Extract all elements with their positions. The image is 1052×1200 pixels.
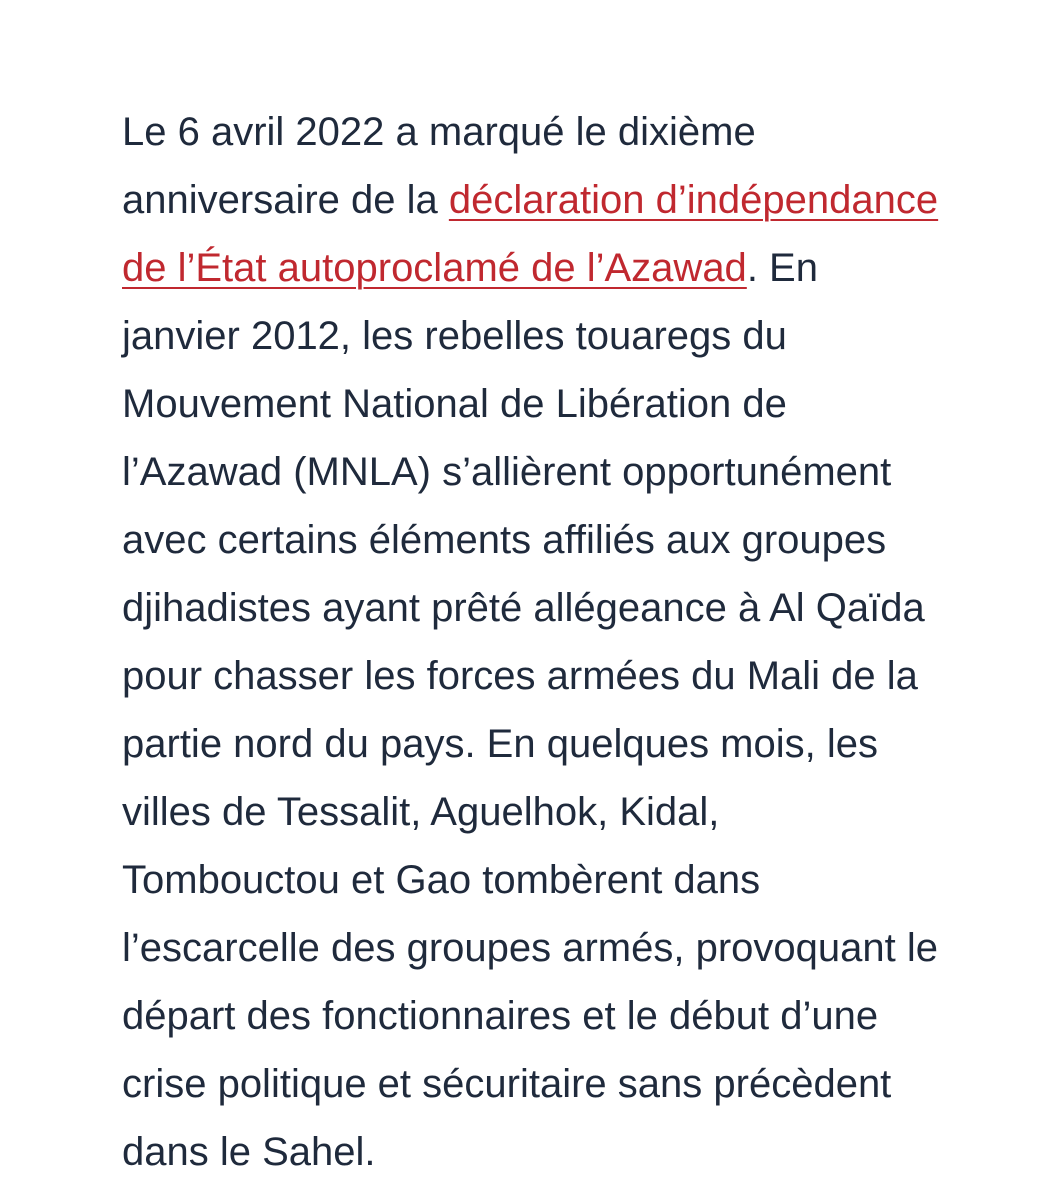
paragraph-text-intro: Le 6 avril 2022 a marqué le dixième anniversaire de la <box>122 110 756 222</box>
declaration-link[interactable]: déclaration d’indépendance de l’État autoproclamé de l’Azawad <box>122 178 939 290</box>
article-paragraph <box>122 98 942 1186</box>
paragraph-text-body: . En janvier 2012, les rebelles touaregs du Mouvement National de Libération de l’Azawad (MNLA) s’allièrent opportunément avec certains éléments affiliés aux groupes djihadistes ayant prêté allégeance à Al Qaïda pour chasser les forces armées du Mali de la partie nord du pays. En quelques mois, les villes de Tessalit, Aguelhok, Kidal, Tombouctou et Gao tombèrent dans l’escarcelle des groupes armés, provoquant le départ des fonctionnaires et le début d’une crise politique et sécuritaire sans précèdent dans le Sahel. <box>122 246 938 1174</box>
